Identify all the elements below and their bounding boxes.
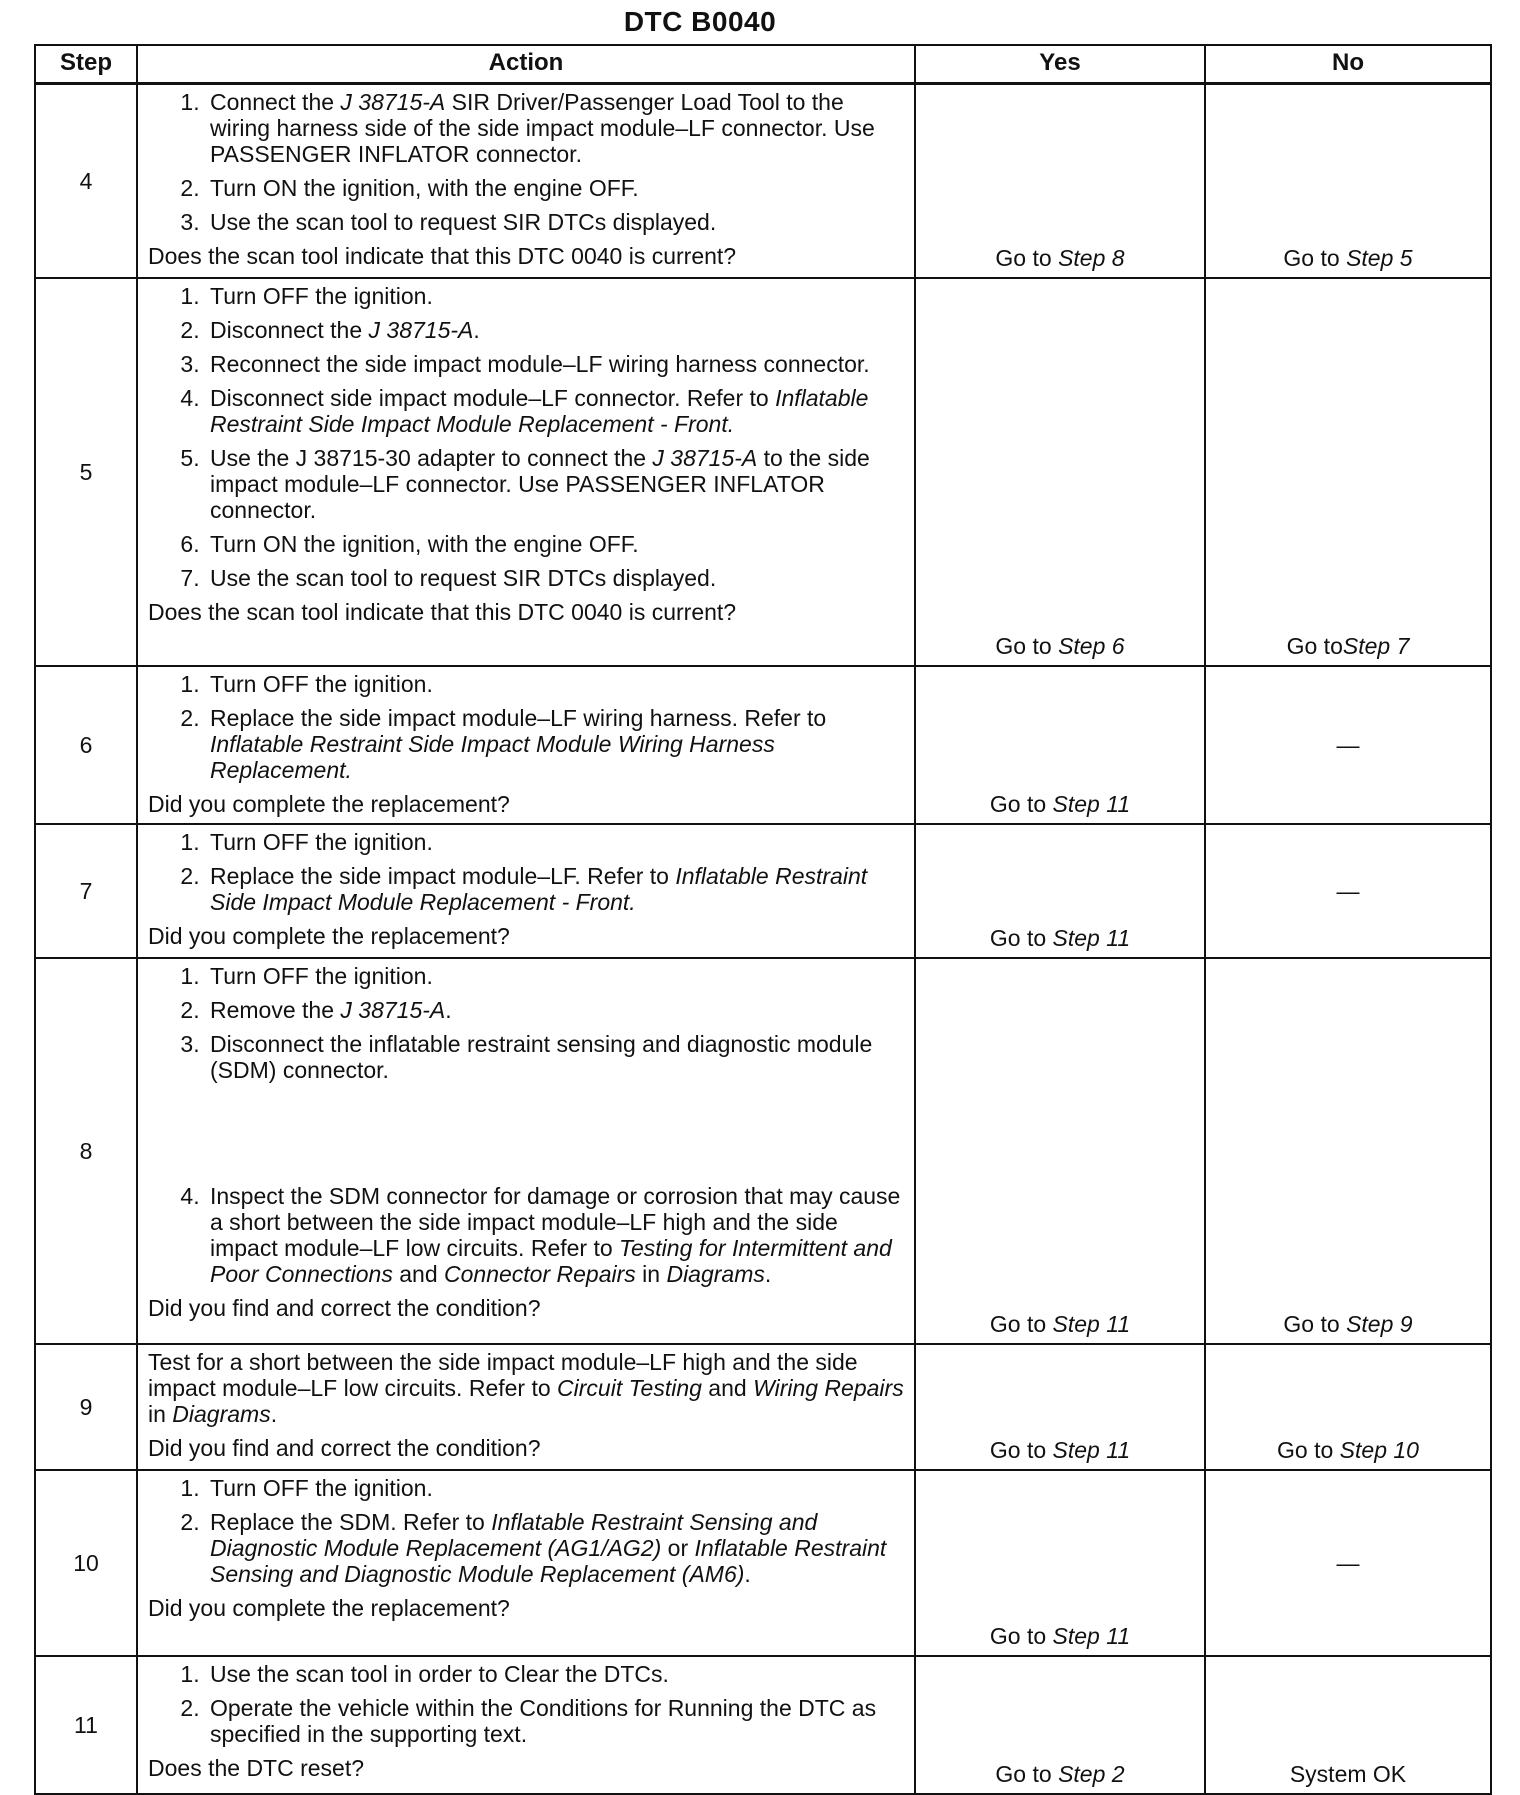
question-text: Does the DTC reset? bbox=[148, 1754, 365, 1781]
action-text: Turn ON the ignition, with the engine OFF. bbox=[210, 530, 639, 557]
list-item bbox=[206, 317, 906, 343]
step-number: 4 bbox=[35, 84, 137, 278]
list-item bbox=[206, 531, 906, 557]
action-text: Disconnect the bbox=[210, 316, 369, 343]
action-text: Disconnect side impact module–LF connector. Refer to bbox=[210, 384, 776, 411]
action-text: to the side impact module–LF connector. Use PASSENGER INFLATOR connector. bbox=[210, 444, 870, 523]
list-item bbox=[206, 1183, 906, 1287]
no-cell bbox=[1205, 1656, 1491, 1794]
list-item bbox=[206, 565, 906, 591]
question-text: Did you find and correct the condition? bbox=[148, 1434, 541, 1461]
list-item bbox=[206, 445, 906, 523]
reference-link-text: Diagrams bbox=[666, 1260, 765, 1287]
action-cell bbox=[137, 824, 915, 958]
action-text: . bbox=[270, 1400, 278, 1427]
goto-prefix: Go to bbox=[995, 632, 1059, 659]
list-item bbox=[206, 1661, 906, 1687]
question-text: Did you find and correct the condition? bbox=[148, 1294, 541, 1321]
action-text: Inspect the SDM connector for damage or corrosion that may cause a short between the side impact module–LF high and the side impact module–LF low circuits. Refer to bbox=[210, 1182, 901, 1261]
no-outcome-text: — bbox=[1336, 732, 1360, 758]
reference-link-text: J 38715-A bbox=[340, 996, 446, 1023]
action-text: Connect the bbox=[210, 89, 341, 115]
goto-step-target: Step 5 bbox=[1346, 244, 1413, 271]
reference-link-text: Inflatable Restraint Sensing and Diagnostic Module Replacement (AG1/AG2) bbox=[210, 1508, 818, 1561]
list-item bbox=[206, 997, 906, 1023]
goto-step-target: Step 9 bbox=[1346, 1310, 1413, 1337]
action-text: Turn OFF the ignition. bbox=[210, 282, 433, 309]
action-text: Test for a short between the side impact module–LF high and the side impact module–LF low circuits. Refer to bbox=[148, 1348, 858, 1401]
yes-cell bbox=[915, 1344, 1205, 1470]
no-cell bbox=[1205, 666, 1491, 824]
action-text: or bbox=[661, 1534, 695, 1561]
list-item bbox=[206, 1031, 906, 1083]
action-cell bbox=[137, 958, 915, 1344]
action-text: Reconnect the side impact module–LF wiring harness connector. bbox=[210, 350, 870, 377]
yes-cell bbox=[915, 84, 1205, 278]
step-number: 8 bbox=[35, 958, 137, 1344]
list-item bbox=[206, 175, 906, 201]
question-text: Did you complete the replacement? bbox=[148, 1594, 510, 1621]
reference-link-text: Inflatable Restraint Side Impact Module Wiring Harness Replacement. bbox=[210, 730, 775, 783]
question-text: Did you complete the replacement? bbox=[148, 922, 510, 949]
list-item bbox=[206, 963, 906, 989]
header-step: Step bbox=[35, 45, 137, 84]
table-row bbox=[35, 824, 1491, 958]
reference-link-text: Connector Repairs bbox=[444, 1260, 636, 1287]
step-number: 6 bbox=[35, 666, 137, 824]
action-text: Replace the SDM. Refer to bbox=[210, 1508, 492, 1535]
reference-link-text: Inflatable Restraint Side Impact Module Replacement - Front. bbox=[210, 862, 868, 915]
question-text: Does the scan tool indicate that this DTC 0040 is current? bbox=[148, 598, 737, 625]
action-steps-list bbox=[148, 283, 906, 591]
reference-link-text: Inflatable Restraint Sensing and Diagnostic Module Replacement (AM6) bbox=[210, 1534, 887, 1587]
header-yes: Yes bbox=[915, 45, 1205, 84]
action-text: Operate the vehicle within the Conditions for Running the DTC as specified in the supporting text. bbox=[210, 1694, 877, 1747]
table-row bbox=[35, 958, 1491, 1344]
goto-step-target: Step 11 bbox=[1052, 1310, 1131, 1337]
action-paragraph bbox=[148, 1349, 906, 1427]
action-text: Use the scan tool to request SIR DTCs displayed. bbox=[210, 564, 717, 591]
goto-step-target: Step 11 bbox=[1052, 1436, 1131, 1463]
list-item bbox=[206, 705, 906, 783]
action-text: Use the scan tool to request SIR DTCs displayed. bbox=[210, 209, 717, 235]
action-cell bbox=[137, 1344, 915, 1470]
action-cell bbox=[137, 84, 915, 278]
list-item bbox=[206, 863, 906, 915]
yes-cell bbox=[915, 278, 1205, 666]
table-row bbox=[35, 1344, 1491, 1470]
no-cell bbox=[1205, 1344, 1491, 1470]
action-text: . bbox=[764, 1260, 772, 1287]
list-item bbox=[206, 1475, 906, 1501]
no-outcome-text: — bbox=[1336, 878, 1360, 904]
goto-prefix: Go to bbox=[989, 790, 1053, 817]
goto-prefix: Go to bbox=[995, 1760, 1059, 1787]
action-text: and bbox=[392, 1260, 444, 1287]
list-item bbox=[206, 89, 906, 167]
goto-step-target: Step 10 bbox=[1339, 1436, 1419, 1463]
list-item bbox=[206, 209, 906, 235]
list-item bbox=[206, 829, 906, 855]
action-cell bbox=[137, 278, 915, 666]
table-row bbox=[35, 1470, 1491, 1656]
yes-cell bbox=[915, 666, 1205, 824]
question-text: Did you complete the replacement? bbox=[148, 790, 510, 817]
action-text: Replace the side impact module–LF. Refer to bbox=[210, 862, 676, 889]
no-cell bbox=[1205, 958, 1491, 1344]
reference-link-text: Diagrams bbox=[172, 1400, 271, 1427]
action-text: in bbox=[148, 1400, 173, 1427]
goto-step-target: Step 11 bbox=[1052, 1622, 1131, 1649]
action-steps-list bbox=[148, 671, 906, 783]
reference-link-text: J 38715-A bbox=[652, 444, 758, 471]
table-row bbox=[35, 278, 1491, 666]
reference-link-text: Wiring Repairs bbox=[753, 1374, 904, 1401]
list-item bbox=[206, 283, 906, 309]
question-text: Does the scan tool indicate that this DTC 0040 is current? bbox=[148, 243, 737, 269]
no-cell bbox=[1205, 278, 1491, 666]
reference-link-text: Inflatable Restraint Side Impact Module Replacement - Front. bbox=[210, 384, 869, 437]
action-text: SIR Driver/Passenger Load Tool to the wiring harness side of the side impact module–LF connector. Use PASSENGER INFLATOR connector. bbox=[210, 89, 875, 167]
goto-step-target: Step 6 bbox=[1058, 632, 1125, 659]
yes-cell bbox=[915, 958, 1205, 1344]
goto-step-target: Step 8 bbox=[1058, 244, 1125, 271]
action-text: Remove the bbox=[210, 996, 341, 1023]
header-action: Action bbox=[137, 45, 915, 84]
list-item bbox=[206, 1695, 906, 1747]
action-steps-list bbox=[148, 829, 906, 915]
action-text: . bbox=[744, 1560, 751, 1587]
no-cell bbox=[1205, 824, 1491, 958]
table-row bbox=[35, 84, 1491, 278]
action-text: Turn OFF the ignition. bbox=[210, 828, 433, 855]
step-number: 7 bbox=[35, 824, 137, 958]
action-text: . bbox=[445, 996, 452, 1023]
action-text: Use the J 38715-30 adapter to connect the bbox=[210, 444, 653, 471]
action-text: . bbox=[473, 316, 480, 343]
yes-cell bbox=[915, 824, 1205, 958]
diagnostic-table bbox=[34, 44, 1492, 1795]
action-steps-list bbox=[148, 1475, 906, 1587]
goto-prefix: Go to bbox=[989, 1436, 1053, 1463]
list-item bbox=[206, 671, 906, 697]
goto-prefix: Go to bbox=[995, 244, 1059, 271]
goto-step-target: Step 11 bbox=[1052, 790, 1131, 817]
goto-prefix: Go to bbox=[1277, 1436, 1340, 1463]
action-steps-list bbox=[148, 1661, 906, 1747]
no-outcome-text: — bbox=[1336, 1550, 1360, 1576]
no-cell bbox=[1205, 84, 1491, 278]
action-text: Turn OFF the ignition. bbox=[210, 962, 433, 989]
action-cell bbox=[137, 1656, 915, 1794]
goto-step-target: Step 11 bbox=[1052, 924, 1131, 951]
goto-prefix: Go to bbox=[989, 924, 1053, 951]
step-number: 10 bbox=[35, 1470, 137, 1656]
action-text: and bbox=[701, 1374, 754, 1401]
action-text: Turn ON the ignition, with the engine OFF. bbox=[210, 175, 639, 201]
goto-prefix: Go to bbox=[989, 1310, 1053, 1337]
goto-prefix: Go to bbox=[989, 1622, 1053, 1649]
yes-cell bbox=[915, 1656, 1205, 1794]
goto-prefix: Go to bbox=[1283, 244, 1347, 271]
action-text: in bbox=[635, 1260, 667, 1287]
no-outcome-text: System OK bbox=[1289, 1760, 1407, 1787]
table-row bbox=[35, 666, 1491, 824]
goto-step-target: Step 2 bbox=[1058, 1760, 1125, 1787]
action-text: Turn OFF the ignition. bbox=[210, 670, 433, 697]
list-item bbox=[206, 385, 906, 437]
reference-link-text: J 38715-A bbox=[368, 316, 474, 343]
reference-link-text: Circuit Testing bbox=[557, 1374, 702, 1401]
page-title: DTC B0040 bbox=[623, 6, 777, 37]
reference-link-text: J 38715-A bbox=[340, 89, 446, 115]
action-text: Use the scan tool in order to Clear the DTCs. bbox=[210, 1660, 669, 1687]
list-item bbox=[206, 351, 906, 377]
step-number: 11 bbox=[35, 1656, 137, 1794]
action-cell bbox=[137, 666, 915, 824]
goto-prefix: Go to bbox=[1283, 1310, 1347, 1337]
header-no: No bbox=[1205, 45, 1491, 84]
action-steps-list bbox=[148, 963, 906, 1287]
action-text: Disconnect the inflatable restraint sensing and diagnostic module (SDM) connector. bbox=[210, 1030, 873, 1083]
goto-prefix: Go to bbox=[1286, 632, 1343, 659]
action-cell bbox=[137, 1470, 915, 1656]
action-text: Replace the side impact module–LF wiring harness. Refer to bbox=[210, 704, 827, 731]
header-row bbox=[35, 45, 1491, 84]
list-item bbox=[206, 1509, 906, 1587]
reference-link-text: Testing for Intermittent and Poor Connections bbox=[210, 1234, 892, 1287]
yes-cell bbox=[915, 1470, 1205, 1656]
goto-step-target: Step 7 bbox=[1342, 632, 1410, 659]
action-text: Turn OFF the ignition. bbox=[210, 1474, 433, 1501]
step-number: 5 bbox=[35, 278, 137, 666]
action-steps-list bbox=[148, 89, 906, 235]
no-cell bbox=[1205, 1470, 1491, 1656]
table-row bbox=[35, 1656, 1491, 1794]
step-number: 9 bbox=[35, 1344, 137, 1470]
